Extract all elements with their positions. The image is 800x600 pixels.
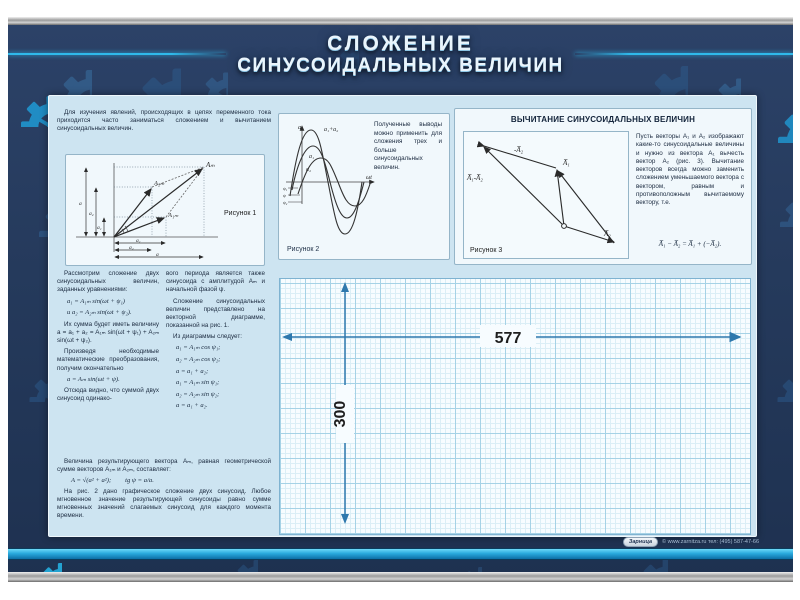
bottom-formula-row [71, 477, 271, 486]
manufacturer-contact: © www.zarnitza.ru тел: (495) 587-47-66 [662, 539, 759, 545]
grid-height-dimension: 300 [332, 400, 349, 428]
figure1-vector-diagram [66, 155, 264, 265]
col2-p3: Из диаграммы следует: [173, 333, 242, 341]
figure3-a2-label: A̅₂ [604, 230, 611, 238]
figure1-dim-a1-left: a₁ [97, 225, 102, 231]
figure1-label-a2m: A₂ₘ [154, 180, 165, 187]
column-1 [57, 270, 159, 407]
col1-p3: Произведя необходимые математические преобразования, получим окончательно [57, 348, 159, 372]
figure2-a2-curve-label: a₂ [306, 167, 312, 173]
col2-p2: Сложение синусоидальных величин представлено на векторной диаграмме, показанной на рис. 1. [166, 297, 265, 330]
figure1-dim-a1-bottom: a₁ [136, 238, 141, 244]
column-2 [166, 270, 265, 414]
bottom-formula1: A = √(a² + a²); [71, 477, 112, 485]
bottom-p1: Величина результирующего вектора Aₘ, равная геометрической сумме векторов A₁ₘ и A₂ₘ, составляет: [57, 458, 271, 474]
poster-title-line1: СЛОЖЕНИЕ [327, 32, 474, 55]
col1-p1: Рассмотрим сложение двух синусоидальных величин, заданных уравнениями: [57, 270, 159, 294]
col2-formula-5: a₂ = A₂ₘ sin ψ₂; [176, 390, 220, 398]
figure1-dim-a2-left: a₂ [89, 211, 94, 217]
figure1-label-a1m: A₁ₘ [168, 212, 179, 219]
bottom-paragraph [57, 458, 271, 524]
figure3-neg-a2-label: -A̅₂ [514, 146, 524, 154]
grid-writing-field [279, 278, 751, 535]
manufacturer-logo: Зарница [623, 537, 658, 547]
bottom-formula2: tg ψ = a/a. [125, 477, 154, 485]
figure1-dim-a2-bottom: a₂ [129, 245, 134, 251]
figure2-axis-x-label: ωt [366, 175, 372, 181]
col2-formula-2: a₂ = A₂ₘ cos ψ₂; [176, 355, 221, 363]
subtraction-header: ВЫЧИТАНИЕ СИНУСОИДАЛЬНЫХ ВЕЛИЧИН [510, 115, 696, 124]
figure2-phase2-label: ψ₂ [283, 200, 288, 205]
figure1-box [65, 154, 265, 266]
col2-formula-4: a₁ = A₁ₘ sin ψ₁; [176, 379, 220, 387]
figure2-a1-curve-label: a₁ [309, 154, 315, 160]
col2-formula-1: a₁ = A₁ₘ cos ψ₁; [176, 344, 221, 352]
figure2-sinusoid-graph [282, 118, 378, 246]
figure1-dim-a-left: a [79, 201, 82, 207]
col1-p2: Их сумма будет иметь величину a = a₁ + a₂ = A₁ₘ sin(ωt + ψ₁) + A₂ₘ sin(ωt + ψ₂). [57, 320, 159, 344]
figure3-diff-label: A̅₁-A̅₂ [467, 174, 483, 182]
col1-p4: Отсюда видно, что суммой двух синусоид одинако- [57, 387, 159, 403]
figure3-vector-diagram [464, 132, 628, 258]
poster-stand [8, 17, 793, 582]
col1-formula2: и a₂ = A₂ₘ sin(ωt + ψ₂). [67, 309, 132, 317]
metal-rail-top [8, 17, 793, 25]
figure1-dim-a-bottom: a [156, 252, 159, 258]
figure3-a1-label: A̅₁ [563, 159, 570, 167]
content-panel [48, 95, 757, 537]
col2-p1: вого периода является также синусоида с амплитудой Aₘ и начальной фазой ψ. [166, 270, 265, 294]
figure1-label-am: Aₘ [206, 161, 215, 169]
subtraction-box [454, 108, 752, 265]
col1-formula1: a₁ = A₁ₘ sin(ωt + ψ₁) [67, 297, 126, 305]
figure2-box [278, 113, 450, 260]
figure1-caption: Рисунок 1 [224, 210, 257, 217]
poster-title [8, 33, 793, 76]
subtraction-text: Пусть векторы A₁ и A₂ изображают какие-то синусоидальные величины и нужно из вектора A₁ вычесть вектор A₂ (рис. 3). Вычитание векторов всегда можно заменить сложением уменьшаемого вектора с вектором, равным и противоположным вычитаемому вектору, т.е. [636, 133, 744, 207]
intro-text: Для изучения явлений, происходящих в цепях переменного тока приходится часто заниматься сложением и вычитанием синусоидальных величин. [57, 109, 271, 133]
figure2-phase-label: ψ [283, 193, 286, 198]
figure2-phase1-label: ψ₁ [283, 186, 288, 191]
bottom-p2: На рис. 2 дано графическое сложение двух синусоид. Любое мгновенное значение результирующей синусоиды равно сумме мгновенных значений слагаемых синусоид для каждого момента времени. [57, 487, 271, 520]
grid-width-dimension: 577 [494, 330, 522, 347]
metal-rail-bottom [8, 572, 793, 582]
figure2-sum-curve-label: a₁+a₂ [324, 127, 339, 133]
figure3-box [463, 131, 629, 259]
intro-paragraph [57, 109, 271, 137]
figure2-axis-y-label: a [298, 124, 302, 131]
bottom-accent-band [8, 548, 793, 560]
dimension-overlay [280, 279, 750, 534]
poster-title-line2: СИНУСОИДАЛЬНЫХ ВЕЛИЧИН [237, 54, 564, 76]
col1-formula3: a = Aₘ sin(ωt + ψ). [67, 375, 120, 383]
col2-formula-6: a = a₁ + a₂. [176, 402, 208, 410]
col2-formula-3: a = a₁ + a₂; [176, 367, 209, 375]
manufacturer-credits [623, 537, 759, 547]
figure2-note: Полученные выводы можно применить для сложения трех и больше синусоидальных величин. [374, 121, 442, 171]
subtraction-formula: A̅₁ − A̅₂ = A̅₁ + (−A̅₂). [658, 240, 722, 248]
figure3-caption: Рисунок 3 [470, 247, 503, 254]
figure2-caption: Рисунок 2 [287, 246, 320, 253]
